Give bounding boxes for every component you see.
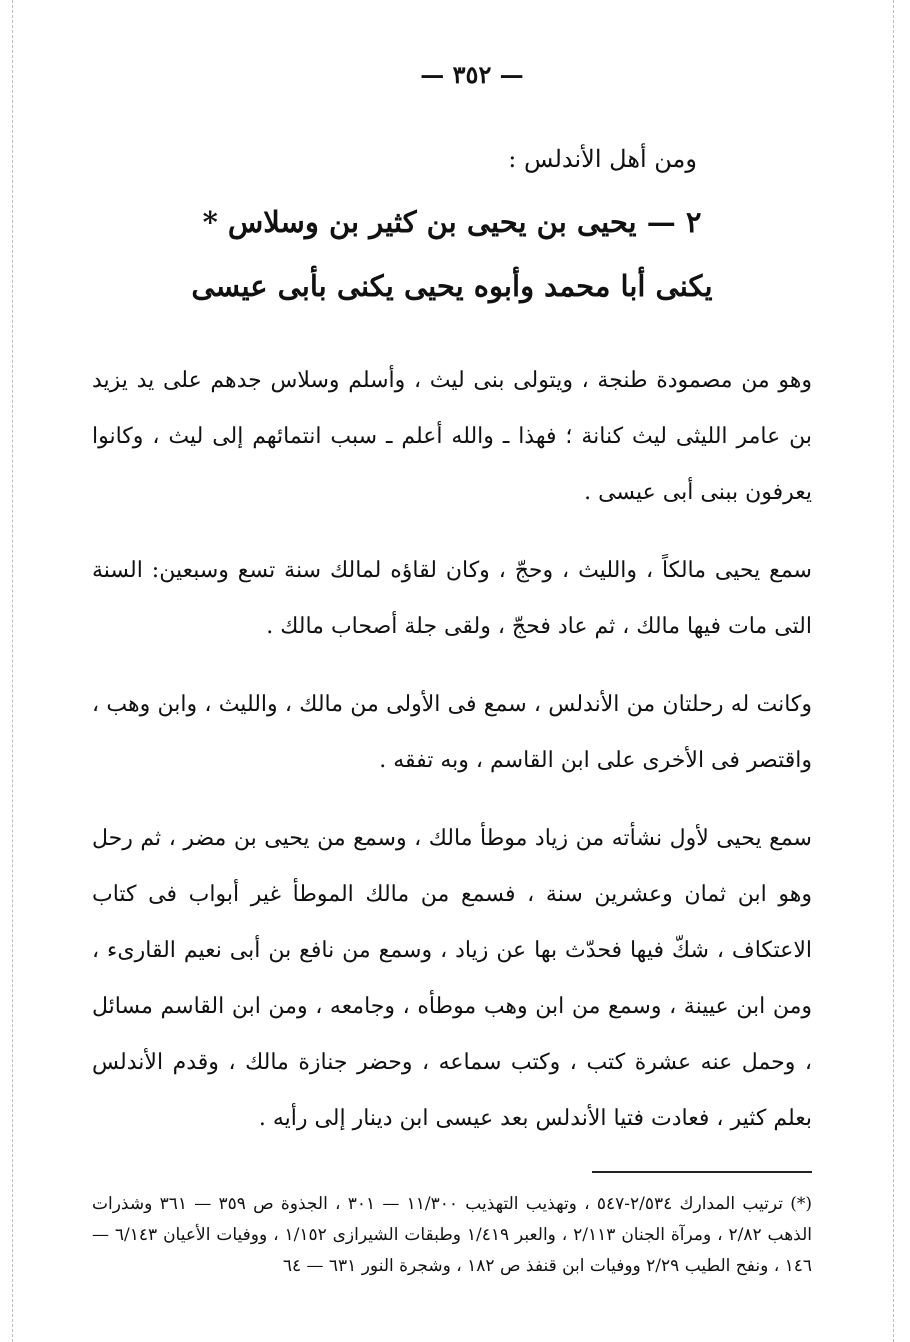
paragraph-lineage: وهو من مصمودة طنجة ، ويتولى بنى ليث ، وأسلم وسلاس جدهم على يد يزيد بن عامر الليثى ليث كنانة ؛ فهذا ـ والله أعلم ـ سبب انتمائهم إلى ليث ، وكانوا يعرفون ببنى أبى عيسى . [92, 368, 812, 505]
paragraph-journeys: وكانت له رحلتان من الأندلس ، سمع فى الأولى من مالك ، والليث ، وابن وهب ، واقتصر فى الأخرى على ابن القاسم ، وبه تفقه . [92, 692, 812, 773]
right-margin-guide [893, 0, 894, 1342]
paragraph-teachers: سمع يحيى مالكاً ، والليث ، وحجّ ، وكان لقاؤه لمالك سنة تسع وسبعين: السنة التى مات فيها مالك ، ثم عاد فحجّ ، ولقى جلة أصحاب مالك . [92, 558, 812, 639]
page-number: — ٣٥٢ — [420, 60, 524, 89]
paragraph-studies: سمع يحيى لأول نشأته من زياد موطأ مالك ، وسمع من يحيى بن مضر ، ثم رحل وهو ابن ثمان وعشرين سنة ، فسمع من مالك الموطأ غير أبواب فى كتاب الاعتكاف ، شكّ فيها فحدّث بها عن زياد ، وسمع من نافع بن أبى نعيم القارىء ، ومن ابن عيينة ، وسمع من ابن وهب موطأه ، وجامعه ، ومن ابن القاسم مسائل ، وحمل عنه عشرة كتب ، وكتب سماعه ، وحضر جنازة مالك ، وقدم الأندلس بعلم كثير ، فعادت فتيا الأندلس بعد عيسى ابن دينار إلى رأيه . [92, 826, 812, 1131]
book-page [92, 55, 812, 1299]
section-intro: ومن أهل الأندلس : [508, 145, 697, 173]
footnote: (*) ترتيب المدارك ٢/٥٣٤-٥٤٧ ، وتهذيب التهذيب ١١/٣٠٠ — ٣٠١ ، الجذوة ص ٣٥٩ — ٣٦١ وشذرات الذهب ٢/٨٢ ، ومرآة الجنان ٢/١١٣ ، والعبر ١/٤١٩ وطبقات الشيرازى ١/١٥٢ ، ووفيات الأعيان ٦/١٤٣ — ١٤٦ ، ونفح الطيب ٢/٢٩ ووفيات ابن قنفذ ص ١٨٢ ، وشجرة النور ٦٣١ — ٦٤ [92, 1194, 813, 1276]
entry-title-line-2: يكنى أبا محمد وأبوه يحيى يكنى بأبى عيسى [191, 269, 713, 303]
left-margin-guide [12, 0, 13, 1342]
entry-title-line-1: ٢ — يحيى بن يحيى بن كثير بن وسلاس * [202, 205, 702, 239]
footnote-divider [592, 1171, 812, 1173]
